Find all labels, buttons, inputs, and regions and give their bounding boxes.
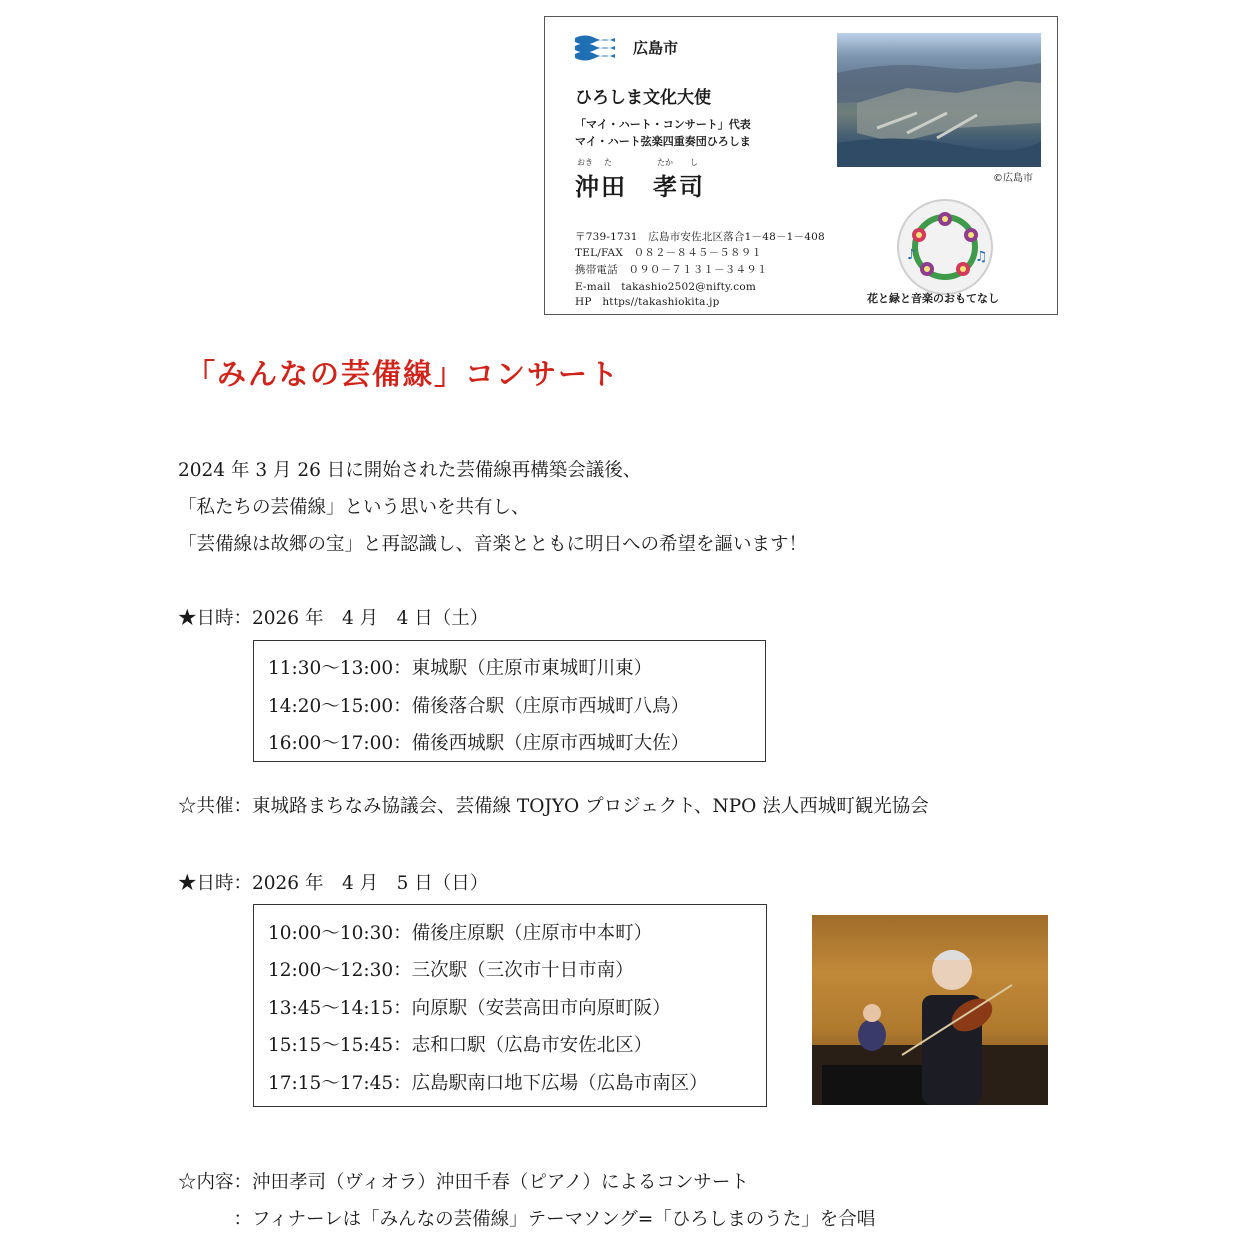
card-hp: HP https//takashiokita.jp (575, 296, 720, 308)
card-ambassador-title: ひろしま文化大使 (575, 88, 711, 108)
card-mobile: 携帯電話 ０９０－７１３１－３４９１ (575, 264, 768, 276)
card-role-line2: マイ・ハート弦楽四重奏団ひろしま (575, 135, 751, 148)
day2-schedule-box (253, 904, 767, 1107)
day1-schedule-row: 16:00～17:00：備後西城駅（庄原市西城町大佐） (268, 733, 690, 754)
name-ruby-1: おき (577, 158, 593, 167)
card-tel-fax: TEL/FAX ０８２－８４５－５８９１ (575, 247, 763, 259)
card-name: 沖田 孝司 (575, 173, 705, 201)
content-line-1: ☆内容：沖田孝司（ヴィオラ）沖田千春（ピアノ）によるコンサート (178, 1172, 749, 1193)
name-ruby-2: た (604, 158, 612, 167)
day2-schedule-row: 17:15～17:45：広島駅南口地下広場（広島市南区） (268, 1073, 708, 1094)
hiroshima-city-logo (575, 33, 615, 61)
flower-music-emblem-icon (895, 197, 995, 297)
day2-schedule-row: 15:15～15:45：志和口駅（広島市安佐北区） (268, 1035, 653, 1056)
svg-text:♪: ♪ (907, 247, 916, 263)
name-ruby-3: たか (657, 158, 673, 167)
name-ruby-4: し (690, 158, 698, 167)
business-card (544, 16, 1058, 315)
svg-text:♫: ♫ (975, 249, 988, 265)
day1-schedule-row: 11:30～13:00：東城駅（庄原市東城町川東） (268, 658, 653, 679)
intro-line-2: 「私たちの芸備線」という思いを共有し、 (178, 497, 530, 518)
intro-line-1: 2024 年 3 月 26 日に開始された芸備線再構築会議後、 (178, 460, 642, 481)
day1-cohost: ☆共催：東城路まちなみ協議会、芸備線 TOJYO プロジェクト、NPO 法人西城町観光協会 (178, 796, 929, 817)
day1-schedule-row: 14:20～15:00：備後落合駅（庄原市西城町八鳥） (268, 696, 690, 717)
performer-photo (812, 915, 1048, 1105)
event-title: 「みんなの芸備線」コンサート (186, 357, 621, 391)
intro-line-3: 「芸備線は故郷の宝」と再認識し、音楽とともに明日への希望を謳います！ (178, 534, 808, 555)
day2-schedule-row: 13:45～14:15：向原駅（安芸高田市向原町阪） (268, 998, 671, 1019)
day2-schedule-row: 10:00～10:30：備後庄原駅（庄原市中本町） (268, 923, 653, 944)
day1-schedule-box (253, 640, 766, 762)
card-role-line1: 「マイ・ハート・コンサート」代表 (575, 118, 751, 131)
card-slogan: 花と緑と音楽のおもてなし (867, 292, 999, 305)
content-line-2: ：フィナーレは「みんなの芸備線」テーマソング=「ひろしまのうた」を合唱 (178, 1209, 876, 1230)
card-email: E-mail takashio2502@nifty.com (575, 281, 757, 293)
day2-date: ★日時：2026 年 4 月 5 日（日） (178, 873, 489, 894)
hiroshima-aerial-photo (837, 33, 1041, 167)
day2-schedule-row: 12:00～12:30：三次駅（三次市十日市南） (268, 960, 634, 981)
card-org: 広島市 (633, 39, 679, 57)
photo-credit: ©広島市 (993, 173, 1033, 184)
card-address: 〒739-1731 広島市安佐北区落合1－48－1－408 (575, 231, 825, 243)
day1-date: ★日時：2026 年 4 月 4 日（土） (178, 608, 489, 629)
